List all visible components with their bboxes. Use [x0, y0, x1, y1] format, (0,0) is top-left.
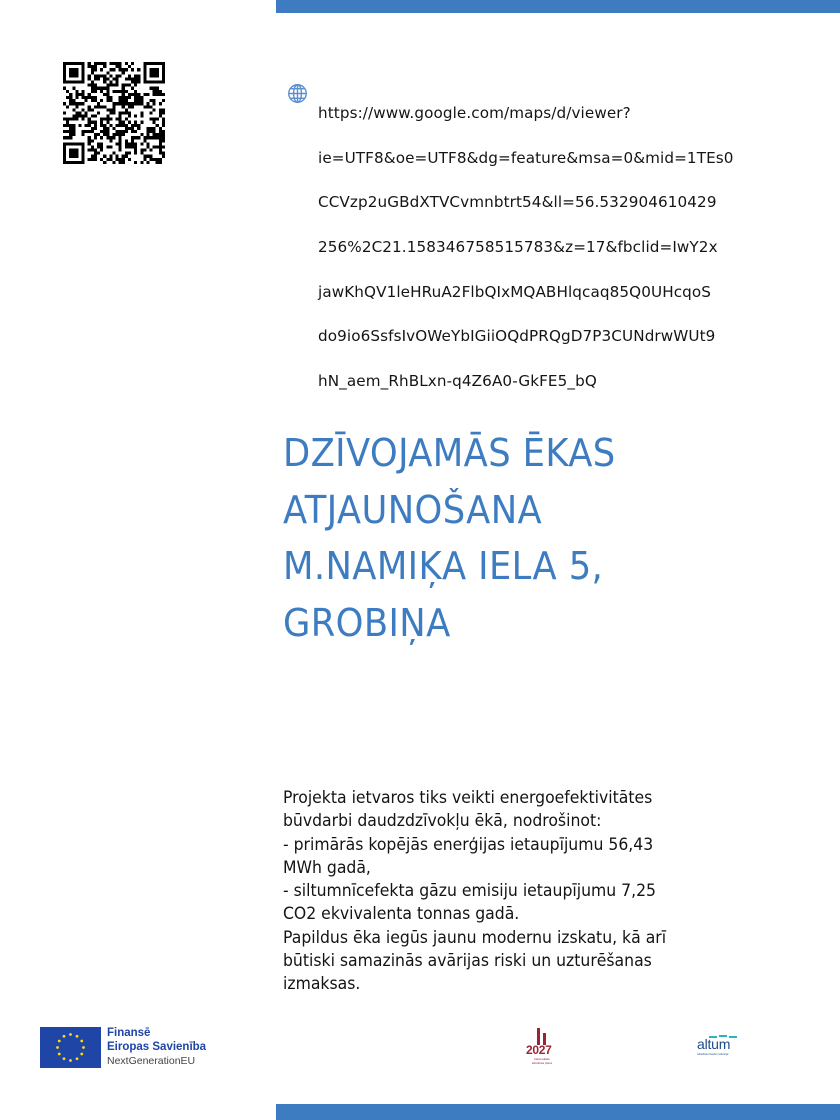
altum-logo: [695, 1033, 741, 1059]
url-line: https://www.google.com/maps/d/viewer?: [318, 104, 631, 123]
bottom-accent-bar: [276, 1104, 840, 1120]
title-line: M.NAMIĶA IELA 5,: [283, 544, 604, 588]
npp-subtitle: Nacionālais attīstības plāns: [531, 1057, 553, 1065]
top-accent-bar: [276, 0, 840, 13]
description-line: MWh gadā,: [283, 857, 371, 877]
project-description: [283, 786, 763, 996]
npp-2027-logo: [524, 1025, 560, 1069]
page-title: [283, 425, 803, 651]
description-line: Projekta ietvaros tiks veikti energoefektivitātes: [283, 788, 653, 807]
url-line: hN_aem_RhBLxn-q4Z6A0-GkFE5_bQ: [318, 371, 597, 390]
qr-code-graphic: [63, 62, 165, 164]
title-line: ATJAUNOŠANA: [283, 487, 543, 532]
url-line: CCVzp2uGBdXTVCvmnbtrt54&ll=56.532904610429: [318, 193, 717, 212]
globe-icon: [287, 83, 308, 104]
description-line: būvdarbi daudzdzīvokļu ēkā, nodrošinot:: [283, 811, 602, 831]
qr-code[interactable]: [63, 62, 165, 164]
eu-flag-icon: [40, 1027, 101, 1068]
title-line: DZĪVOJAMĀS ĒKAS: [283, 431, 616, 475]
description-line: izmaksas.: [283, 974, 361, 994]
npp-year: 2027: [526, 1043, 552, 1057]
description-line: - siltumnīcefekta gāzu emisiju ietaupījumu 7,25: [283, 881, 657, 901]
title-line: GROBIŅA: [283, 600, 451, 645]
url-line: jawKhQV1leHRuA2FlbQIxMQABHlqcaq85Q0UHcqoS: [318, 282, 712, 301]
eu-logo-line2: Eiropas Savienība: [107, 1041, 207, 1053]
description-line: būtiski samazinās avārijas riski un uzturēšanas: [283, 951, 652, 971]
description-line: CO2 ekvivalenta tonnas gadā.: [283, 904, 520, 924]
eu-logo-line3: NextGenerationEU: [107, 1055, 196, 1067]
url-line: 256%2C21.158346758515783&z=17&fbclid=IwY2x: [318, 238, 718, 257]
altum-subtitle: Attīstības finanšu institūcija: [697, 1053, 729, 1056]
url-line: do9io6SsfsIvOWeYbIGiiOQdPRQgD7P3CUNdrwWUt9: [318, 327, 716, 346]
eu-funding-logo: [40, 1027, 220, 1069]
map-url-link[interactable]: [318, 80, 788, 414]
description-line: - primārās kopējās enerģijas ietaupījumu 56,43: [283, 834, 654, 854]
url-line: ie=UTF8&oe=UTF8&dg=feature&msa=0&mid=1TEs0: [318, 148, 734, 167]
altum-wordmark: altum: [697, 1036, 731, 1052]
description-line: Papildus ēka iegūs jaunu modernu izskatu, kā arī: [283, 927, 667, 947]
eu-logo-line1: Finansē: [107, 1027, 151, 1039]
